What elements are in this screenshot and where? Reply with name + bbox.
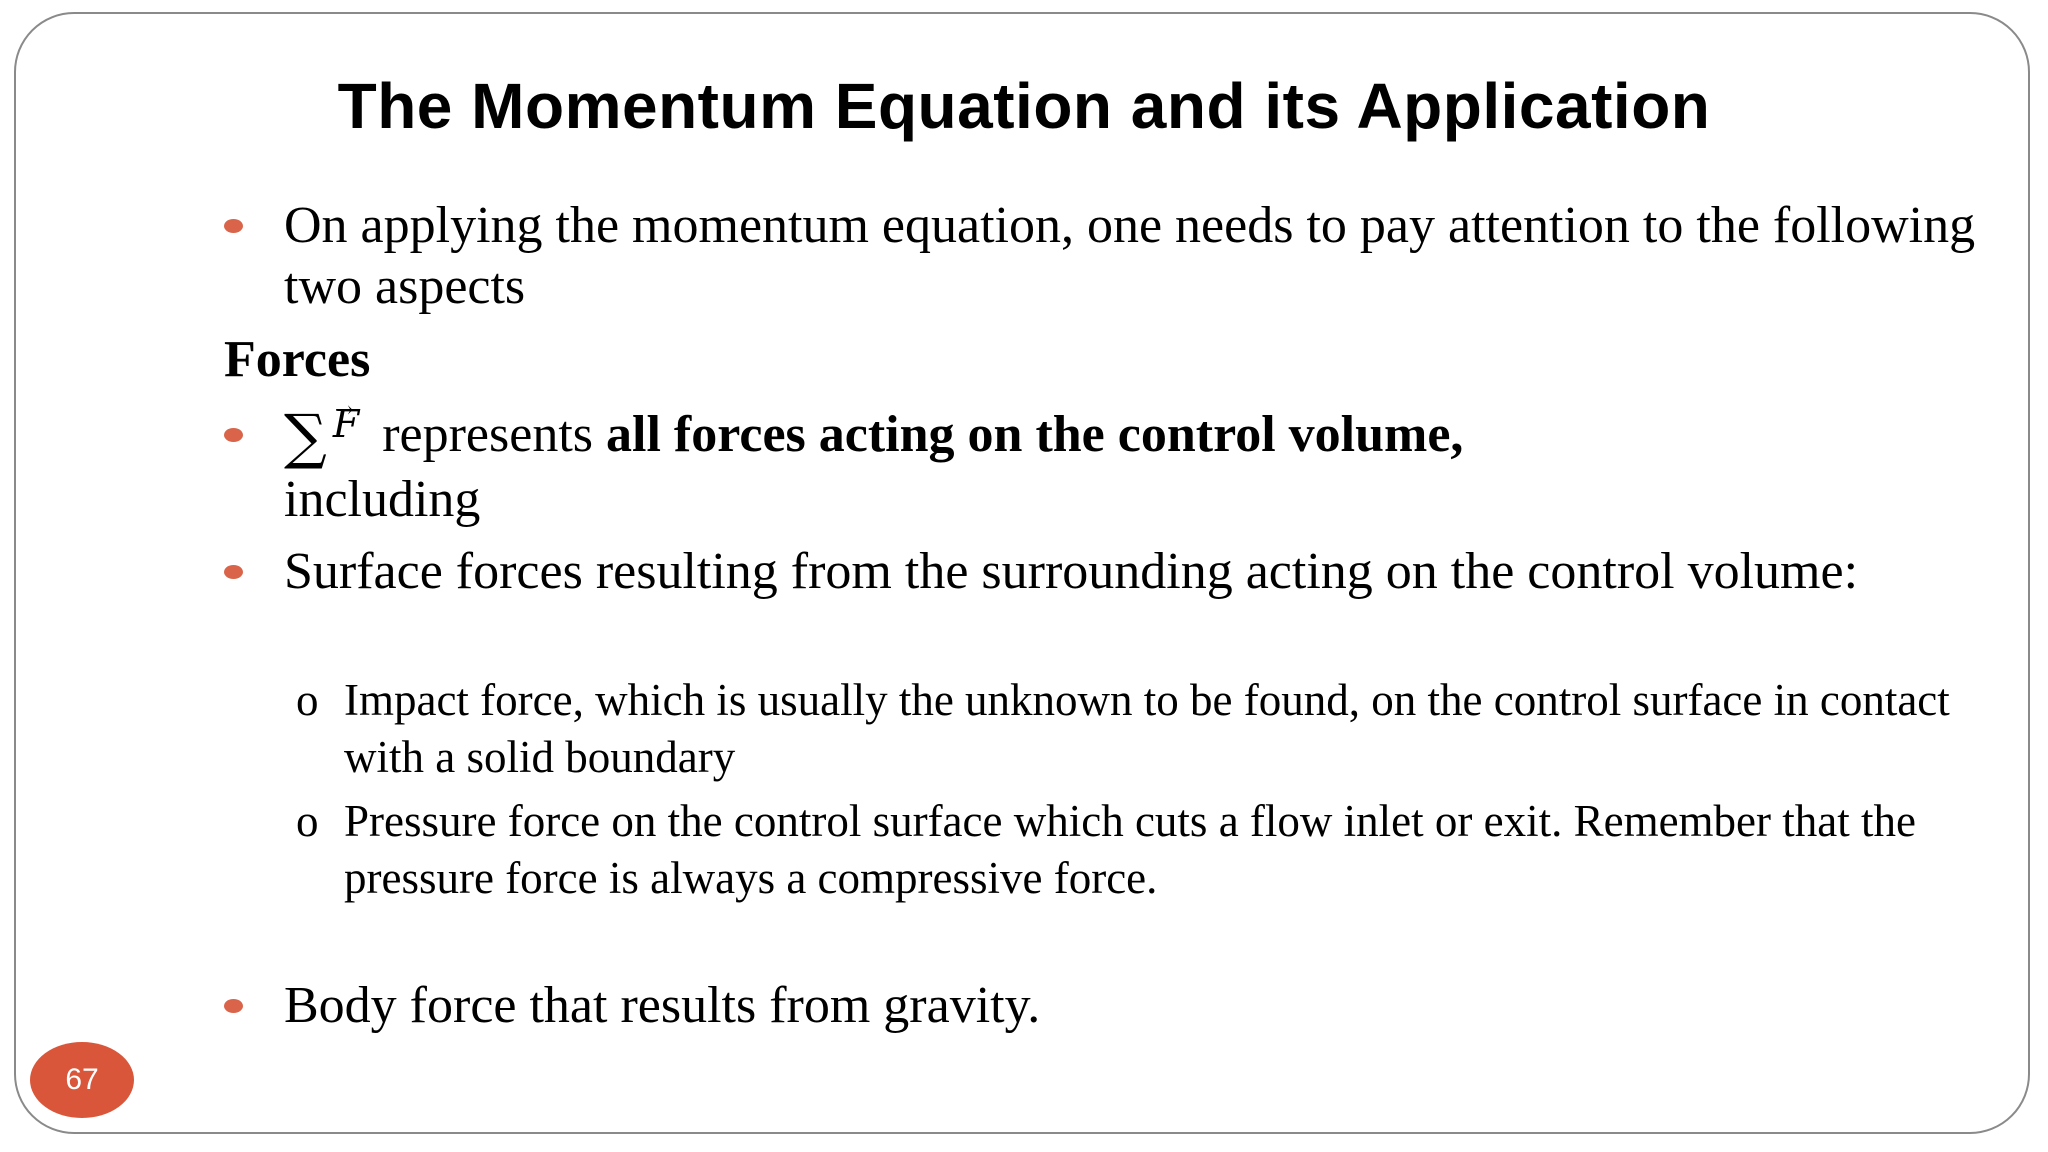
bullet-dot-icon [224,219,243,233]
sub-bullet-marker: o [296,796,319,846]
bullet-sum-forces-text [284,404,1984,530]
sum-text-bold: all forces acting on the control volume, [606,406,1464,463]
bullet-dot-icon [224,565,243,579]
forces-heading: Forces [224,331,371,388]
slide-title: The Momentum Equation and its Application [337,70,1711,142]
sigma-symbol: ∑ [284,402,327,472]
force-vector-symbol: → $^F$ [333,402,359,446]
bullet-dot-icon [224,428,243,442]
sub-bullet-marker: o [296,675,319,725]
page-number-badge: 67 [30,1042,134,1118]
sub-bullet-impact-text: Impact force, which is usually the unknown to be found, on the control surface in contact with a solid boundary [344,675,1950,782]
sum-text-normal: represents [382,406,607,463]
bullet-surface-forces-text: Surface forces resulting from the surrounding acting on the control volume: [284,543,1859,600]
bullet-dot-icon [224,999,243,1013]
bullet-body-force-text: Body force that results from gravity. [284,977,1041,1034]
sum-text-after: including [284,471,481,528]
sub-bullet-pressure-text: Pressure force on the control surface which cuts a flow inlet or exit. Remember that the pressure force is always a compressive force. [344,796,1916,903]
bullet-intro-text: On applying the momentum equation, one needs to pay attention to the following two aspects [284,197,1976,315]
sum-force-expression [284,402,360,472]
